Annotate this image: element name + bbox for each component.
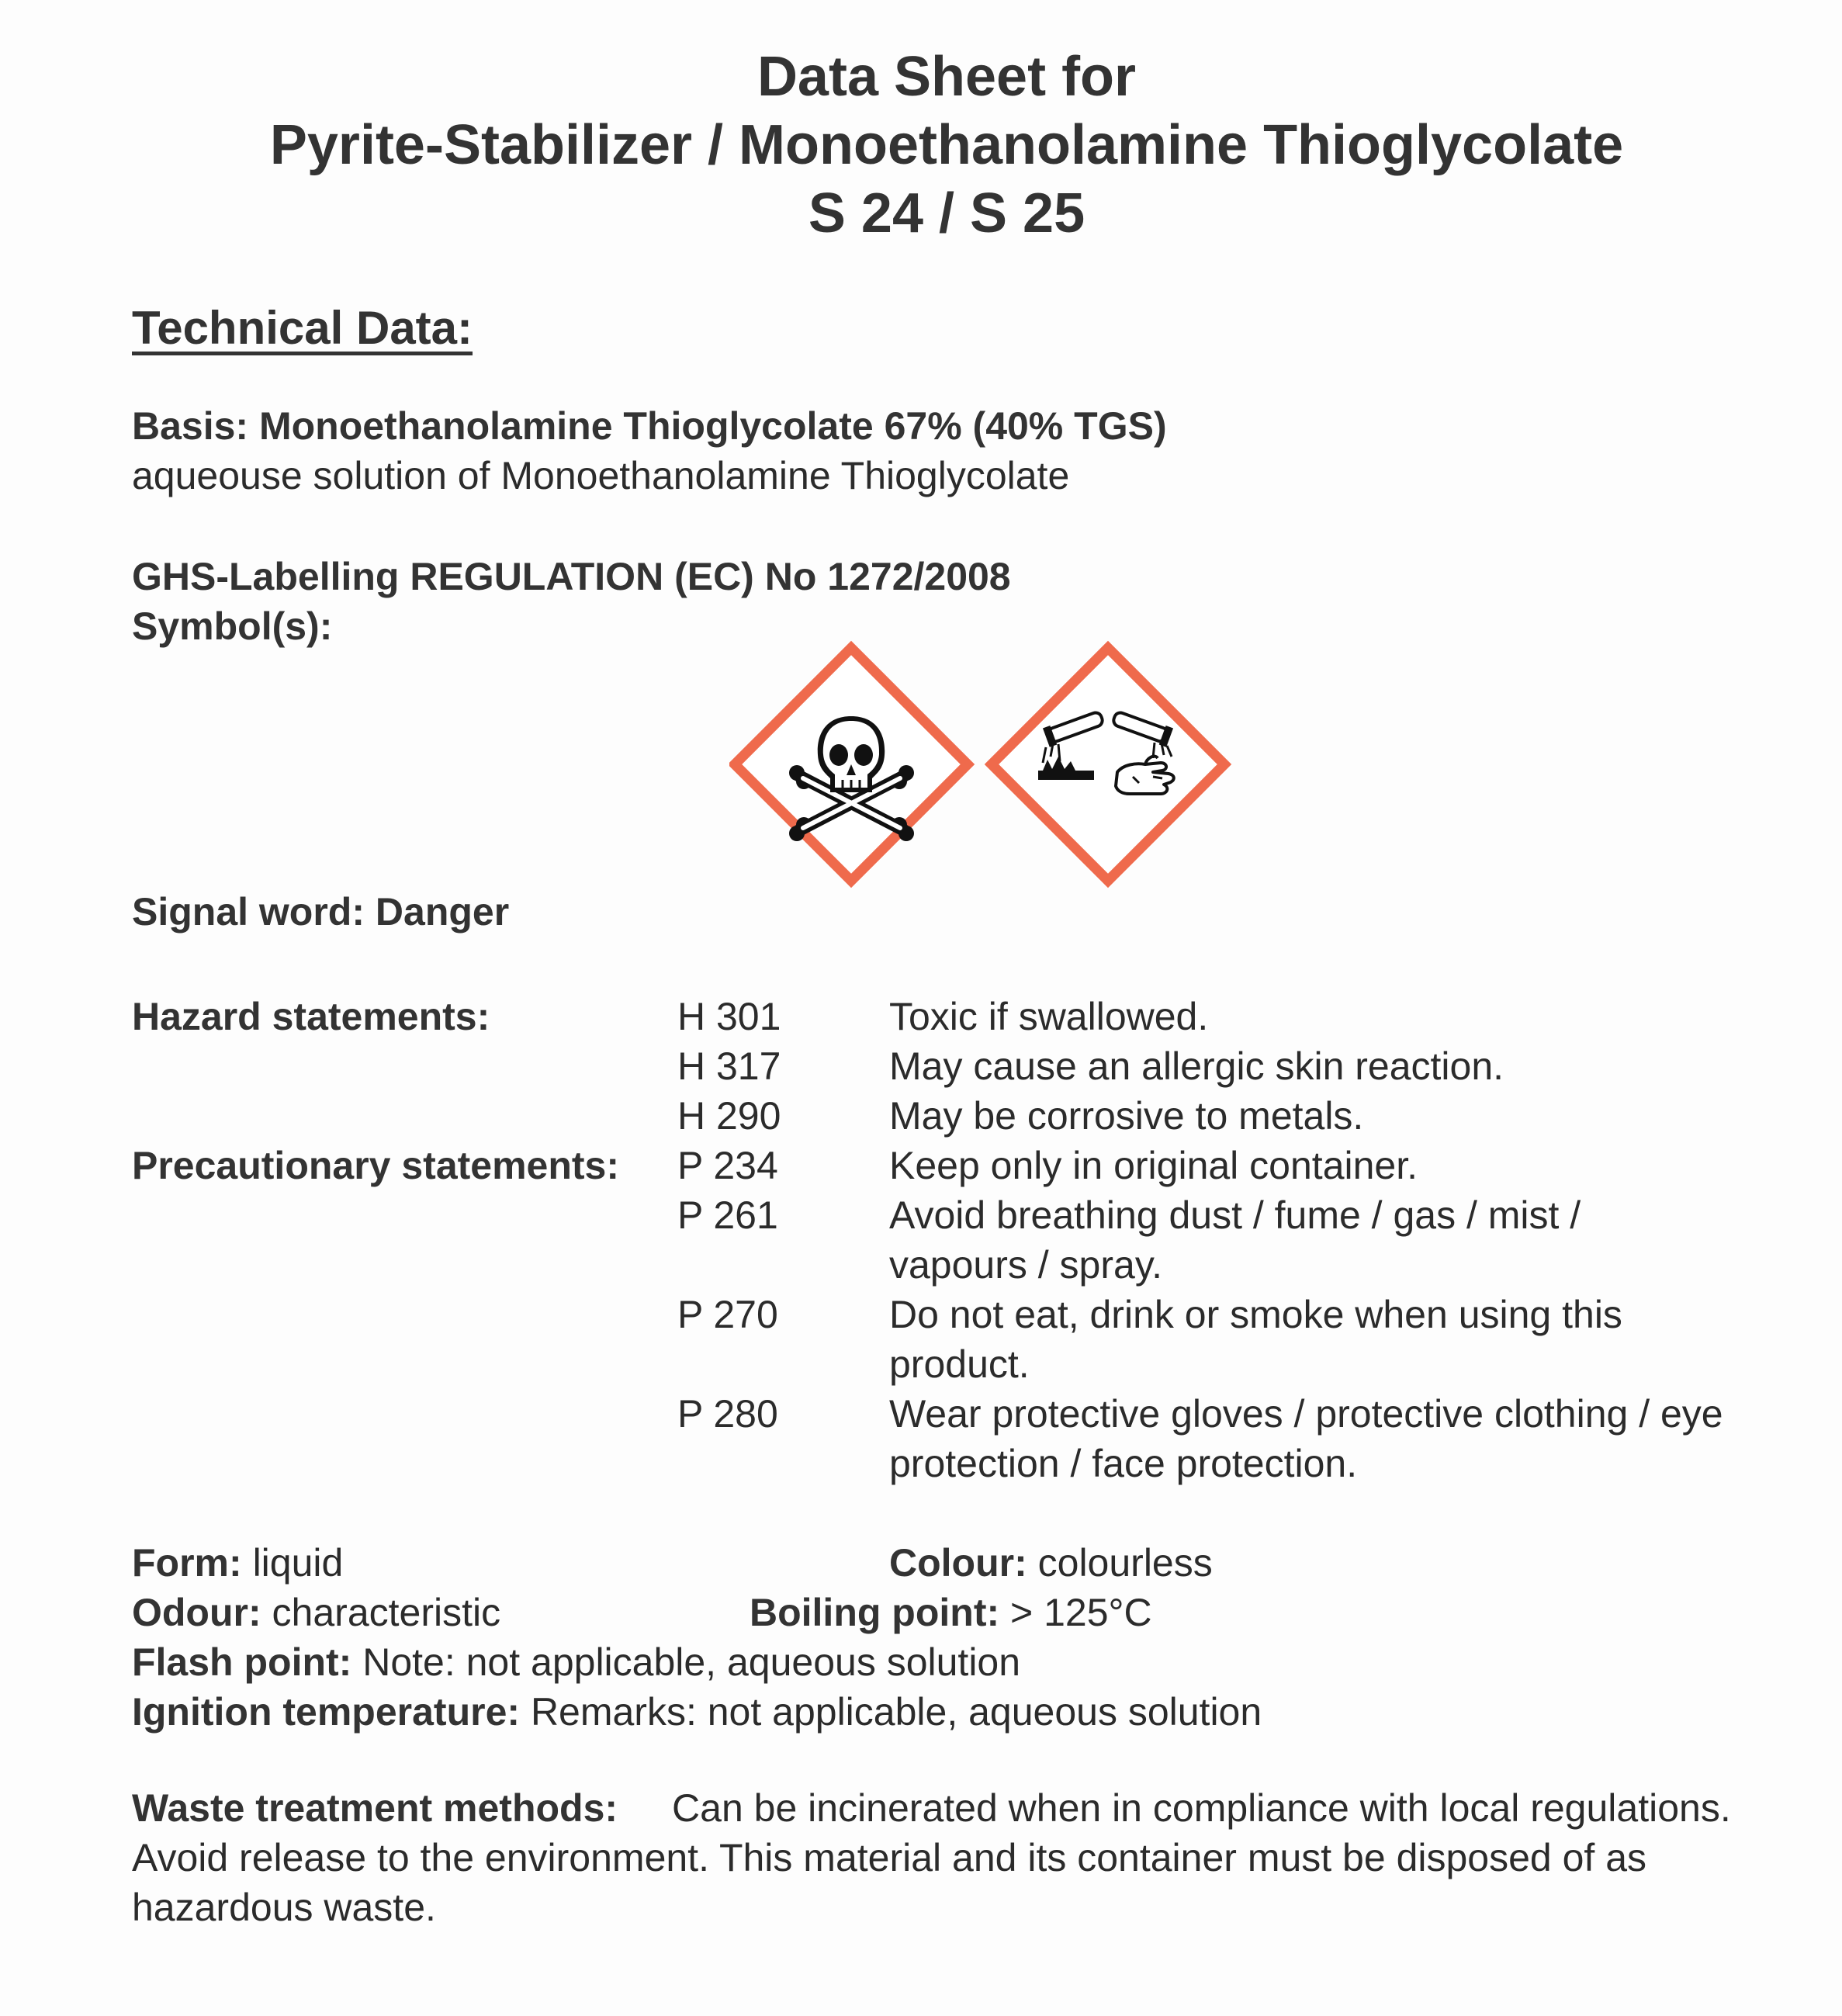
corrosion-icon — [992, 648, 1224, 881]
basis-description: aqueouse solution of Monoethanolamine Thioglycolate — [132, 454, 1070, 497]
title-line-3: S 24 / S 25 — [808, 182, 1085, 244]
hazard-code: H 317 — [677, 1044, 781, 1088]
signal-word-value: Danger — [375, 890, 510, 934]
ghs-regulation: GHS-Labelling REGULATION (EC) No 1272/2008 — [132, 555, 1011, 598]
title-line-2: Pyrite-Stabilizer / Monoethanolamine Thioglycolate — [269, 114, 1624, 176]
precaution-text: Do not eat, drink or smoke when using this product. — [889, 1293, 1622, 1386]
hazard-statements-label: Hazard statements: — [132, 995, 490, 1038]
hazard-code: H 301 — [677, 995, 781, 1038]
odour-label: Odour: — [132, 1591, 261, 1634]
flash-point-label: Flash point: — [132, 1640, 352, 1684]
colour-label: Colour: — [889, 1541, 1027, 1585]
boiling-point-value: > 125°C — [1010, 1591, 1152, 1634]
waste-treatment-text: Can be incinerated when in compliance with local regulations. Avoid release to the environment. This material and its container must be disposed of as hazardous waste. — [132, 1786, 1731, 1929]
basis-label: Basis: Monoethanolamine Thioglycolate 67% (40% TGS) — [132, 404, 1167, 448]
hazard-code: H 290 — [677, 1094, 781, 1138]
waste-treatment — [132, 1783, 1769, 1932]
precaution-code: P 270 — [677, 1293, 778, 1336]
boiling-point-label: Boiling point: — [750, 1591, 1000, 1634]
signal-word — [132, 887, 509, 937]
ghs-pictograms — [729, 640, 1257, 888]
ignition-temperature-property — [132, 1687, 1262, 1737]
title-line-1: Data Sheet for — [757, 46, 1137, 108]
precautionary-statements-label: Precautionary statements: — [132, 1144, 620, 1187]
page-title — [0, 43, 1842, 248]
technical-data-heading: Technical Data: — [132, 302, 473, 354]
form-label: Form: — [132, 1541, 242, 1585]
precaution-text: Avoid breathing dust / fume / gas / mist / vapours / spray. — [889, 1193, 1581, 1287]
colour-property — [889, 1538, 1213, 1588]
precaution-text: Keep only in original container. — [889, 1144, 1418, 1187]
symbols-label: Symbol(s): — [132, 604, 333, 648]
skull-crossbones-icon — [735, 648, 968, 881]
precaution-code: P 234 — [677, 1144, 778, 1187]
waste-treatment-label: Waste treatment methods: — [132, 1786, 618, 1830]
odour-property — [132, 1588, 500, 1637]
form-property — [132, 1538, 343, 1588]
signal-word-label: Signal word: — [132, 890, 365, 934]
flash-point-property — [132, 1637, 1020, 1687]
precaution-code: P 261 — [677, 1193, 778, 1237]
hazard-text: May cause an allergic skin reaction. — [889, 1044, 1504, 1088]
odour-value: characteristic — [272, 1591, 501, 1634]
hazard-text: May be corrosive to metals. — [889, 1094, 1364, 1138]
hazard-text: Toxic if swallowed. — [889, 995, 1209, 1038]
ignition-temperature-label: Ignition temperature: — [132, 1690, 521, 1734]
precaution-code: P 280 — [677, 1392, 778, 1436]
ignition-temperature-value: Remarks: not applicable, aqueous solution — [530, 1690, 1262, 1734]
precaution-text: Wear protective gloves / protective clothing / eye protection / face protection. — [889, 1392, 1723, 1485]
flash-point-value: Note: not applicable, aqueous solution — [362, 1640, 1021, 1684]
form-value: liquid — [252, 1541, 344, 1585]
colour-value: colourless — [1037, 1541, 1213, 1585]
boiling-point-property — [750, 1588, 1152, 1637]
